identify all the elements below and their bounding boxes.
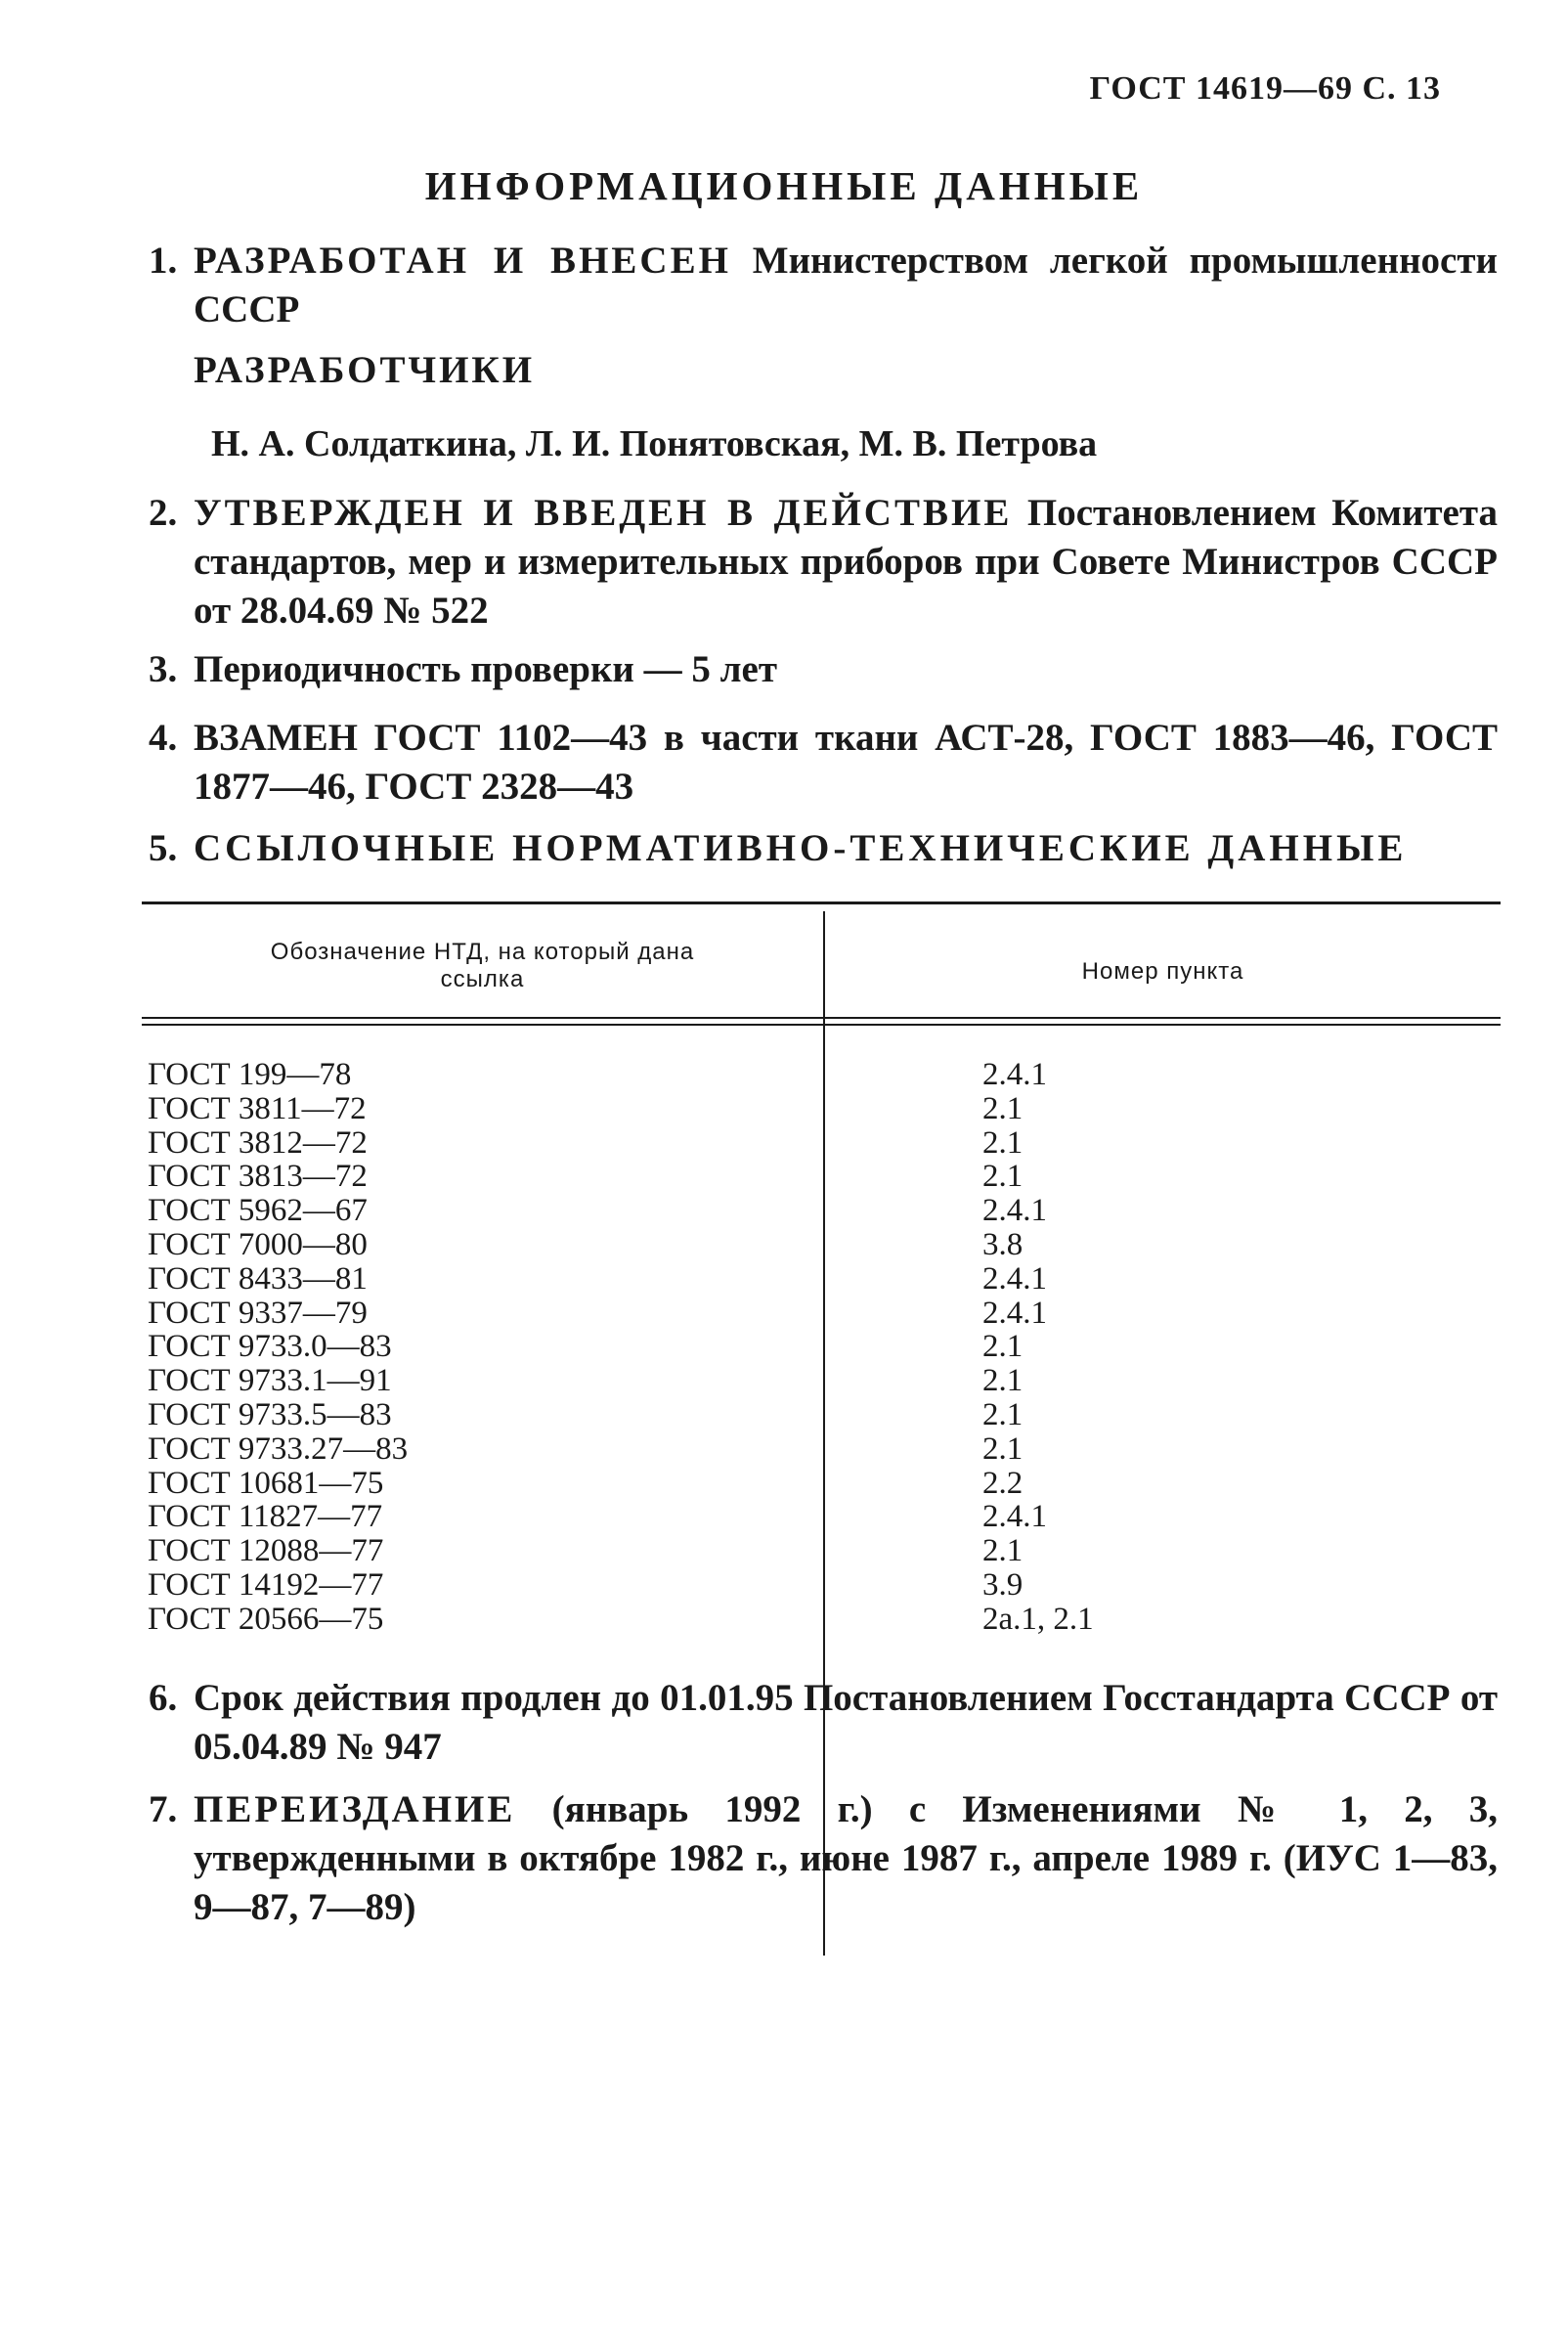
cell-document: ГОСТ 9337—79 bbox=[148, 1295, 368, 1331]
table-body bbox=[142, 1058, 1501, 1637]
cell-clause: 2.1 bbox=[982, 1329, 1024, 1365]
item-2 bbox=[149, 489, 1498, 636]
table-row bbox=[142, 1432, 1501, 1467]
table-row bbox=[142, 1126, 1501, 1161]
cell-clause: 2.4.1 bbox=[982, 1295, 1047, 1331]
developers-heading: РАЗРАБОТЧИКИ bbox=[194, 349, 536, 391]
cell-clause: 3.8 bbox=[982, 1226, 1024, 1262]
cell-document: ГОСТ 8433—81 bbox=[148, 1260, 368, 1297]
cell-clause: 2.1 bbox=[982, 1159, 1024, 1195]
item-number: 3. bbox=[149, 648, 178, 690]
item-lead: ВЗАМЕН bbox=[194, 717, 358, 759]
item-text: ГОСТ 1102—43 в части ткани АСТ-28, ГОСТ 1883—46, ГОСТ 1877—46, ГОСТ 2328—43 bbox=[194, 717, 1498, 808]
table-row bbox=[142, 1534, 1501, 1568]
cell-document: ГОСТ 3812—72 bbox=[148, 1124, 368, 1161]
table-row bbox=[142, 1467, 1501, 1501]
cell-document: ГОСТ 3811—72 bbox=[148, 1090, 367, 1126]
cell-document: ГОСТ 10681—75 bbox=[148, 1465, 384, 1501]
cell-document: ГОСТ 9733.5—83 bbox=[148, 1396, 392, 1432]
table-row bbox=[142, 1297, 1501, 1331]
table-row bbox=[142, 1194, 1501, 1228]
cell-clause: 2.4.1 bbox=[982, 1499, 1047, 1535]
column-header-clause: Номер пункта bbox=[1081, 958, 1244, 985]
cell-clause: 2.4.1 bbox=[982, 1193, 1047, 1229]
cell-document: ГОСТ 11827—77 bbox=[148, 1499, 383, 1535]
table-header-rule bbox=[142, 1017, 1501, 1019]
cell-clause: 3.9 bbox=[982, 1566, 1024, 1603]
item-6 bbox=[149, 1674, 1498, 1772]
cell-document: ГОСТ 14192—77 bbox=[148, 1566, 384, 1603]
item-number: 6. bbox=[149, 1677, 178, 1719]
item-text: Министерством легкой промышленности СССР bbox=[194, 240, 1498, 330]
table-row bbox=[142, 1603, 1501, 1637]
table-header-rule-2 bbox=[142, 1024, 1501, 1026]
table-row bbox=[142, 1330, 1501, 1364]
item-number: 4. bbox=[149, 717, 178, 759]
item-text: (январь 1992 г.) с Изменениями № 1, 2, 3, утвержденными в октябре 1982 г., июне 1987 г., апреле 1989 г. (ИУС 1—83, 9—87, 7—89) bbox=[194, 1788, 1498, 1928]
column-header-document bbox=[142, 939, 823, 993]
item-1 bbox=[149, 237, 1498, 334]
developers-list: Н. А. Солдаткина, Л. И. Понятовская, М. В. Петрова bbox=[211, 423, 1098, 464]
item-lead: ПЕРЕИЗДАНИЕ bbox=[194, 1788, 516, 1830]
cell-document: ГОСТ 3813—72 bbox=[148, 1159, 368, 1195]
table-row bbox=[142, 1398, 1501, 1432]
item-7 bbox=[149, 1785, 1498, 1932]
table-row bbox=[142, 1568, 1501, 1603]
page-header: ГОСТ 14619—69 С. 13 bbox=[1089, 70, 1441, 107]
cell-document: ГОСТ 20566—75 bbox=[148, 1601, 384, 1637]
cell-clause: 2.1 bbox=[982, 1124, 1024, 1161]
item-4 bbox=[149, 714, 1498, 812]
cell-document: ГОСТ 9733.27—83 bbox=[148, 1430, 409, 1467]
page-title: ИНФОРМАЦИОННЫЕ ДАННЫЕ bbox=[424, 163, 1144, 208]
cell-clause: 2.1 bbox=[982, 1430, 1024, 1467]
cell-clause: 2а.1, 2.1 bbox=[982, 1601, 1094, 1637]
cell-clause: 2.1 bbox=[982, 1363, 1024, 1399]
item-lead: УТВЕРЖДЕН И ВВЕДЕН В ДЕЙСТВИЕ bbox=[194, 492, 1013, 534]
column-header-document-label: Обозначение НТД, на который дана ссылка bbox=[270, 939, 695, 992]
table-row bbox=[142, 1092, 1501, 1126]
item-number: 7. bbox=[149, 1788, 178, 1830]
table-row bbox=[142, 1500, 1501, 1534]
table-row bbox=[142, 1364, 1501, 1398]
item-number: 5. bbox=[149, 827, 178, 869]
item-text: ССЫЛОЧНЫЕ НОРМАТИВНО-ТЕХНИЧЕСКИЕ ДАННЫЕ bbox=[194, 827, 1408, 869]
cell-document: ГОСТ 7000—80 bbox=[148, 1226, 368, 1262]
cell-clause: 2.4.1 bbox=[982, 1260, 1047, 1297]
cell-clause: 2.1 bbox=[982, 1533, 1024, 1569]
table-row bbox=[142, 1058, 1501, 1092]
cell-document: ГОСТ 199—78 bbox=[148, 1057, 352, 1092]
cell-document: ГОСТ 9733.1—91 bbox=[148, 1363, 392, 1399]
item-lead: РАЗРАБОТАН И ВНЕСЕН bbox=[194, 240, 731, 282]
table-row bbox=[142, 1228, 1501, 1262]
table-top-rule bbox=[142, 902, 1501, 904]
cell-clause: 2.2 bbox=[982, 1465, 1024, 1501]
cell-clause: 2.1 bbox=[982, 1396, 1024, 1432]
item-text: Постановлением Комитета стандартов, мер и измерительных приборов при Совете Министров СССР от 28.04.69 № 522 bbox=[194, 492, 1499, 632]
cell-document: ГОСТ 12088—77 bbox=[148, 1533, 384, 1569]
cell-document: ГОСТ 9733.0—83 bbox=[148, 1329, 392, 1365]
cell-document: ГОСТ 5962—67 bbox=[148, 1193, 368, 1229]
item-number: 1. bbox=[149, 240, 178, 282]
item-text: Периодичность проверки — 5 лет bbox=[194, 648, 777, 690]
cell-clause: 2.4.1 bbox=[982, 1057, 1047, 1092]
item-number: 2. bbox=[149, 492, 178, 534]
table-row bbox=[142, 1160, 1501, 1194]
item-3 bbox=[149, 645, 1498, 694]
table-row bbox=[142, 1262, 1501, 1297]
item-5 bbox=[149, 824, 1498, 873]
cell-clause: 2.1 bbox=[982, 1090, 1024, 1126]
item-text: Срок действия продлен до 01.01.95 Постановлением Госстандарта СССР от 05.04.89 № 947 bbox=[194, 1677, 1498, 1768]
